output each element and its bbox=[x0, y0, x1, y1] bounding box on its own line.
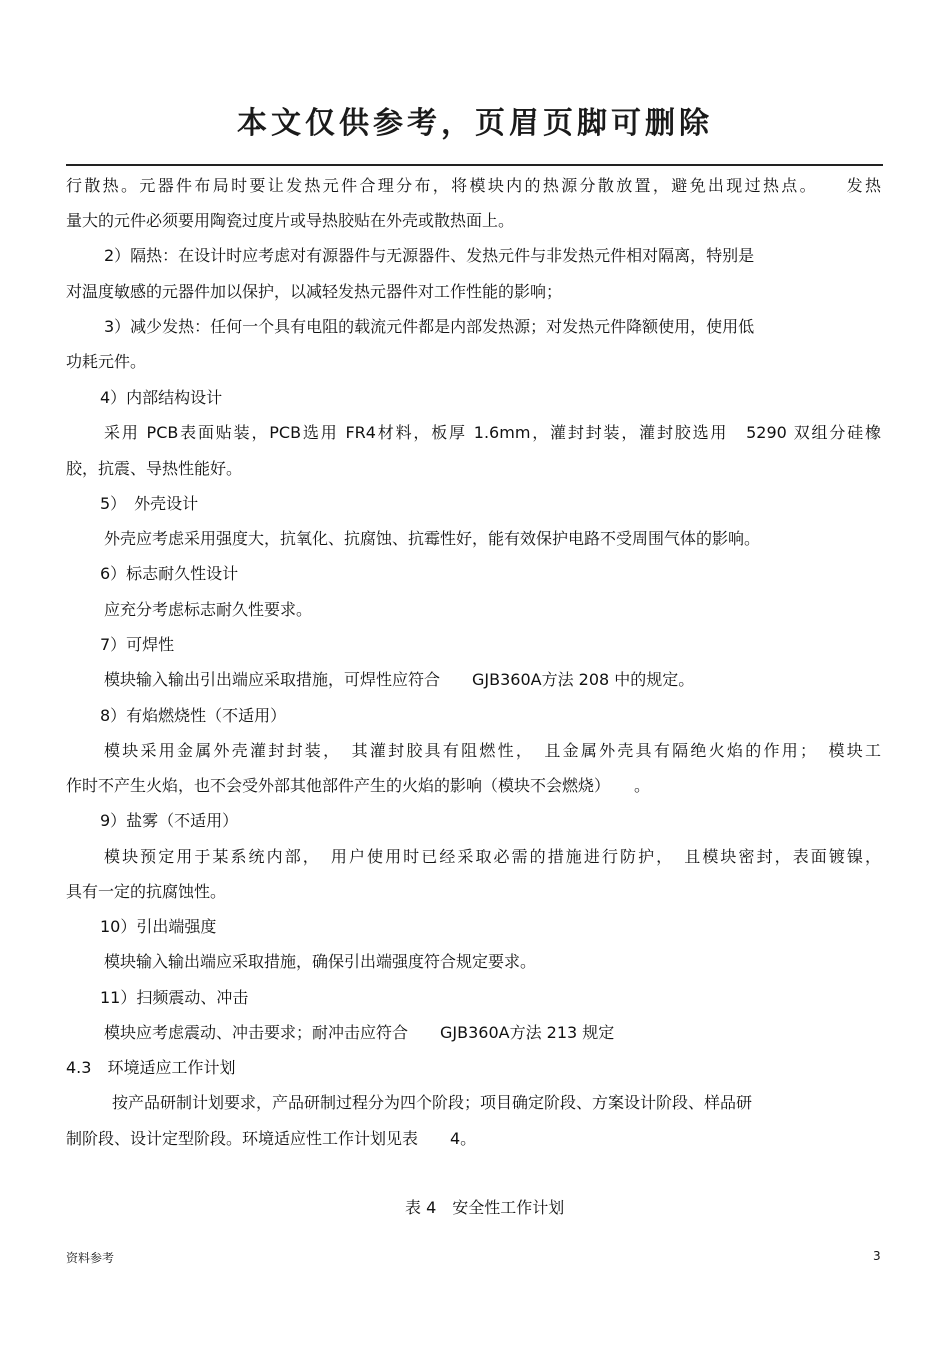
body-line: 模块输入输出端应采取措施，确保引出端强度符合规定要求。 bbox=[104, 952, 537, 971]
section-heading: 4.3 环境适应工作计划 bbox=[66, 1058, 236, 1077]
body-line: 应充分考虑标志耐久性要求。 bbox=[104, 600, 313, 619]
section-heading: 11）扫频震动、冲击 bbox=[100, 988, 249, 1007]
body-line: 作时不产生火焰，也不会受外部其他部件产生的火焰的影响（模块不会燃烧） 。 bbox=[66, 776, 651, 795]
body-line: 模块应考虑震动、冲击要求；耐冲击应符合 GJB360A方法 213 规定 bbox=[104, 1023, 615, 1042]
body-line: 模块采用金属外壳灌封封装， 其灌封胶具有阻燃性， 且金属外壳具有隔绝火焰的作用； 模块工 bbox=[104, 741, 881, 760]
section-heading: 8）有焰燃烧性（不适用） bbox=[100, 706, 287, 725]
section-heading: 9）盐雾（不适用） bbox=[100, 811, 239, 830]
body-line: 量大的元件必须要用陶瓷过度片或导热胶贴在外壳或散热面上。 bbox=[66, 211, 515, 230]
body-line: 采用 PCB表面贴装，PCB选用 FR4材料，板厚 1.6mm，灌封封装，灌封胶选用 5290 双组分硅橡 bbox=[104, 423, 881, 442]
section-heading: 10）引出端强度 bbox=[100, 917, 217, 936]
header-divider bbox=[66, 164, 883, 166]
body-line: 3）减少发热：任何一个具有电阻的载流元件都是内部发热源；对发热元件降额使用，使用低 bbox=[104, 317, 755, 336]
page-number: 3 bbox=[873, 1249, 881, 1263]
body-line: 行散热。元器件布局时要让发热元件合理分布，将模块内的热源分散放置，避免出现过热点。 发热 bbox=[66, 176, 881, 195]
table-caption: 表 4 安全性工作计划 bbox=[405, 1198, 565, 1217]
footer-label: 资料参考 bbox=[66, 1251, 115, 1265]
body-line: 按产品研制计划要求，产品研制过程分为四个阶段；项目确定阶段、方案设计阶段、样品研 bbox=[112, 1093, 753, 1112]
body-line: 外壳应考虑采用强度大，抗氧化、抗腐蚀、抗霉性好，能有效保护电路不受周围气体的影响。 bbox=[104, 529, 761, 548]
body-line: 制阶段、设计定型阶段。环境适应性工作计划见表 4。 bbox=[66, 1129, 477, 1148]
body-line: 对温度敏感的元器件加以保护，以减轻发热元器件对工作性能的影响； bbox=[66, 282, 563, 301]
section-heading: 7）可焊性 bbox=[100, 635, 175, 654]
body-line: 具有一定的抗腐蚀性。 bbox=[66, 882, 227, 901]
body-line: 模块预定用于某系统内部， 用户使用时已经采取必需的措施进行防护， 且模块密封，表面镀镍， bbox=[104, 847, 881, 866]
page-header-title: 本文仅供参考，页眉页脚可删除 bbox=[237, 106, 713, 141]
section-heading: 5） 外壳设计 bbox=[100, 494, 199, 513]
body-line: 模块输入输出引出端应采取措施，可焊性应符合 GJB360A方法 208 中的规定。 bbox=[104, 670, 695, 689]
body-line: 2）隔热：在设计时应考虑对有源器件与无源器件、发热元件与非发热元件相对隔离，特别是 bbox=[104, 246, 755, 265]
section-heading: 6）标志耐久性设计 bbox=[100, 564, 239, 583]
section-heading: 4）内部结构设计 bbox=[100, 388, 223, 407]
body-line: 胶，抗震、导热性能好。 bbox=[66, 459, 243, 478]
body-line: 功耗元件。 bbox=[66, 352, 147, 371]
